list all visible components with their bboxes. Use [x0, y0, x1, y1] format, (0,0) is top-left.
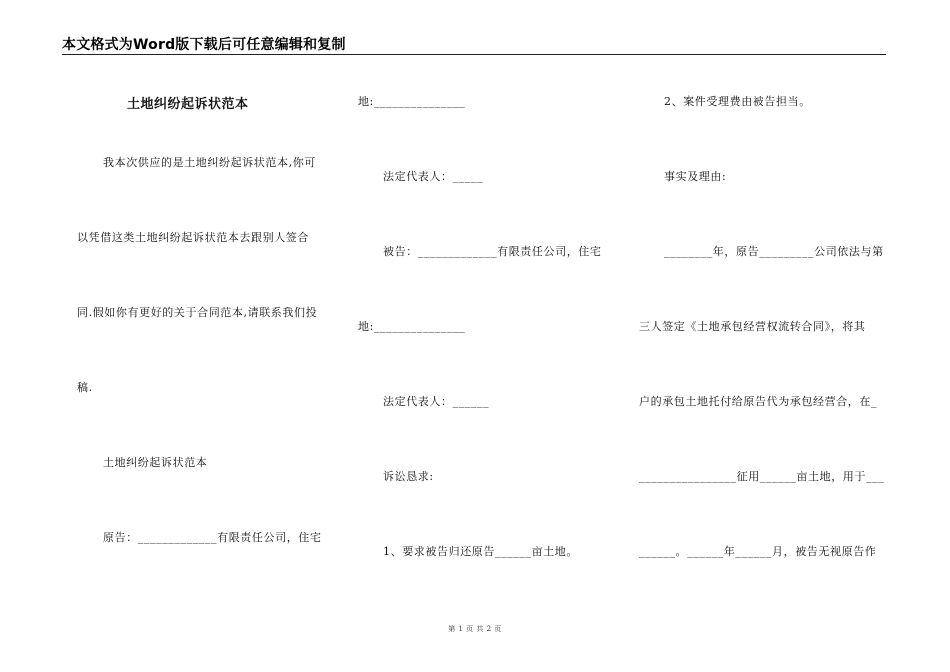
document-title: 土地纠纷起诉状范本	[127, 97, 249, 112]
address-line: 地:_______________	[358, 320, 466, 333]
claim-item: 1、要求被告归还原告______亩土地。	[383, 545, 578, 558]
defendant-line: 被告：_____________有限责任公司，住宅	[383, 245, 602, 258]
paragraph-line: 稿.	[77, 381, 93, 394]
address-line: 地:_______________	[358, 95, 466, 108]
facts-line: ________年，原告_________公司依法与第	[664, 245, 884, 258]
facts-line: ______。______年______月，被告无视原告作	[639, 545, 877, 558]
facts-line: 三人签定《土地承包经营权流转合同》，将其	[639, 320, 866, 333]
plaintiff-line: 原告：_____________有限责任公司，住宅	[103, 531, 322, 544]
section-heading: 土地纠纷起诉状范本	[103, 456, 208, 469]
legal-representative-line: 法定代表人：______	[383, 395, 490, 408]
page-header	[62, 34, 886, 55]
page-number-footer: 第 1 页 共 2 页	[448, 625, 502, 633]
legal-representative-line: 法定代表人：_____	[383, 170, 484, 183]
paragraph-line: 以凭借这类土地纠纷起诉状范本去跟别人签合	[77, 231, 309, 244]
facts-line: ________________征用______亩土地，用于___	[639, 470, 885, 483]
claim-item: 2、案件受理费由被告担当。	[664, 95, 811, 108]
header-banner-text: 本文格式为Word版下载后可任意编辑和复制	[62, 37, 346, 53]
facts-line: 户的承包土地托付给原告代为承包经营合，在_	[639, 395, 878, 408]
paragraph-line: 同.假如你有更好的关于合同范本,请联系我们投	[77, 306, 318, 319]
paragraph-line: 我本次供应的是土地纠纷起诉状范本,你可	[103, 156, 316, 169]
facts-heading: 事实及理由:	[664, 170, 727, 183]
claims-heading: 诉讼恳求:	[383, 470, 434, 483]
